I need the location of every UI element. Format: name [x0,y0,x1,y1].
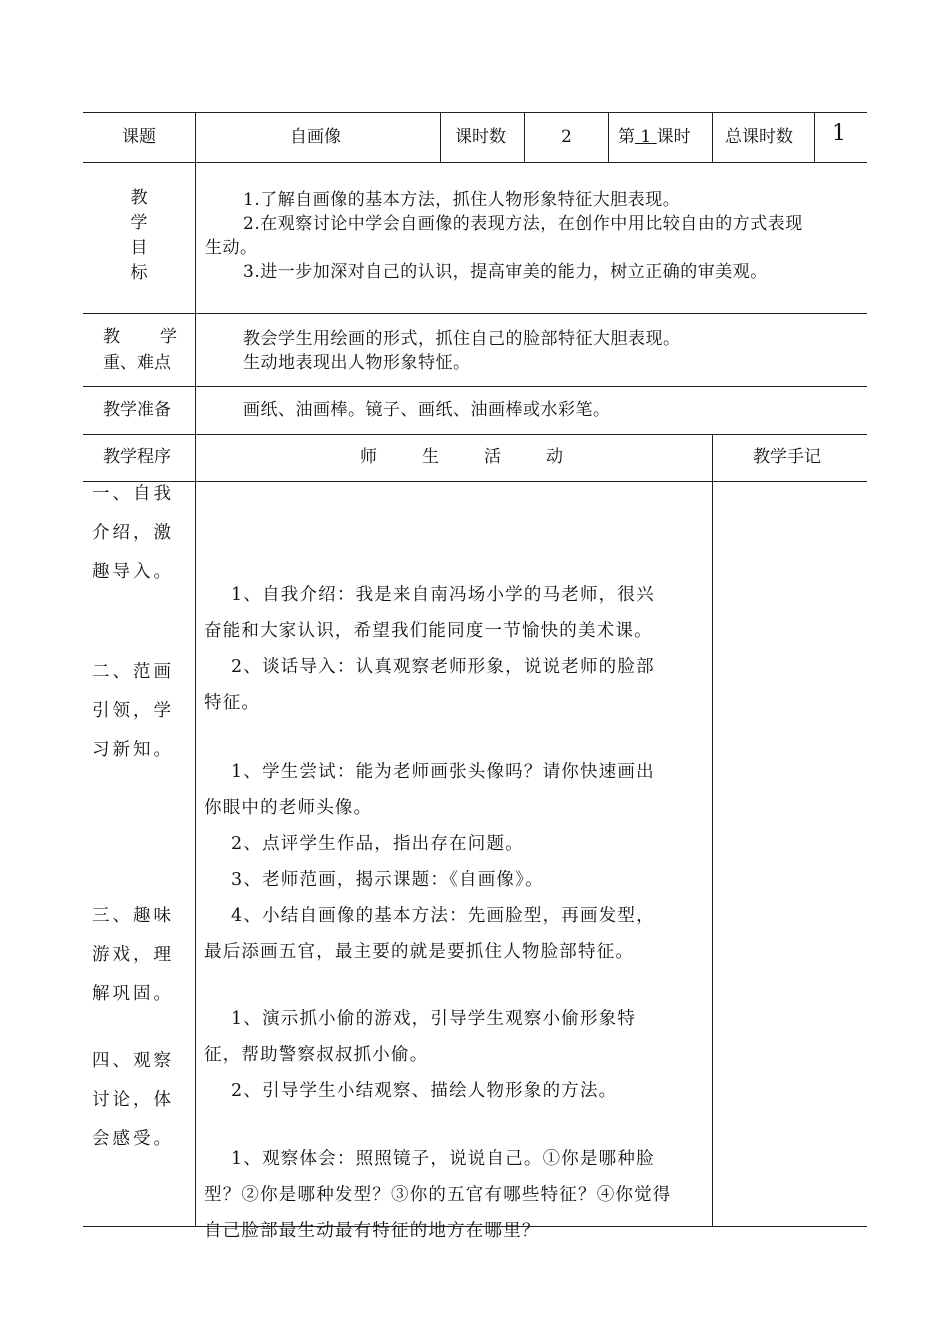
goals-list [205,188,860,284]
step-title: 二、范画 引领，学 习新知。 [92,662,174,760]
table-col-rule [712,434,713,1226]
key-points-label-a: 教 [103,327,120,347]
activity-col-label: 师 生 活 动 [360,447,563,467]
table-rule [83,386,867,387]
step-title: 三、趣味 游戏，理 解巩固。 [92,906,174,1004]
activity-block: 1、学生尝试：能为老师画张头像吗？请你快速画出 你眼中的老师头像。 2、点评学生作品，指出存在问题。 3、老师范画，揭示课题：《自画像》。 4、小结自画像的基本方法：先画脸型，再画发型， 最后添画五官，最主要的就是要抓住人物脸部特征。 [204,762,655,962]
process-col-label: 教学程序 [103,447,171,467]
table-rule-top [83,112,867,113]
table-col-rule [608,112,609,162]
lesson-num: 1 [640,127,652,147]
table-col-rule [712,112,713,162]
goal-item: 2.在观察讨论中学会自画像的表现方法，在创作中用比较自由的方式表现 [243,214,803,234]
table-col-rule [814,112,815,162]
key-points-text: 教会学生用绘画的形式，抓住自己的脸部特征大胆表现。 生动地表现出人物形象特怔。 [243,329,681,373]
activity-block: 1、观察体会：照照镜子，说说自己。①你是哪种脸 型？②你是哪种发型？③你的五官有哪些特征？④你觉得 自己脸部最生动最有特征的地方在哪里？ [204,1149,672,1241]
key-points-label-b: 学 [160,327,177,347]
lesson-number [618,127,691,147]
hours-value: 2 [561,127,572,147]
key-points-label-c: 重、难点 [103,353,171,373]
total-hours-label: 总课时数 [725,127,793,147]
table-rule [83,434,867,435]
table-col-rule [195,112,196,1226]
step-title: 一、自我 介绍，激 趣导入。 [92,484,174,582]
notes-col-label: 教学手记 [753,447,821,467]
hours-label: 课时数 [455,127,506,147]
prep-label: 教学准备 [103,400,171,420]
table-rule [83,162,867,163]
goals-label: 教 学 目 标 [130,188,148,283]
topic-label: 课题 [122,127,156,147]
prep-text: 画纸、油画棒。镜子、画纸、油画棒或水彩笔。 [243,400,611,420]
lesson-prefix: 第 [618,127,635,147]
topic-value: 自画像 [290,127,341,147]
lesson-suffix: 课时 [656,127,691,147]
activity-block: 1、演示抓小偷的游戏，引导学生观察小偷形象特 征，帮助警察叔叔抓小偷。 2、引导学生小结观察、描绘人物形象的方法。 [204,1009,637,1101]
total-hours-value: 1 [832,121,846,146]
step-title: 四、观察 讨论，体 会感受。 [92,1051,174,1149]
goal-item: 生动。 [205,238,258,258]
table-col-rule [440,112,441,162]
goal-item: 3.进一步加深对自己的认识，提高审美的能力，树立正确的审美观。 [243,262,768,282]
table-col-rule [524,112,525,162]
goal-item: 1.了解自画像的基本方法，抓住人物形象特征大胆表现。 [243,190,681,210]
table-rule [83,313,867,314]
activity-block: 1、自我介绍：我是来自南冯场小学的马老师，很兴 奋能和大家认识，希望我们能同度一节愉快的美术课。 2、谈话导入：认真观察老师形象，说说老师的脸部 特征。 [204,585,655,713]
table-rule [83,481,867,482]
